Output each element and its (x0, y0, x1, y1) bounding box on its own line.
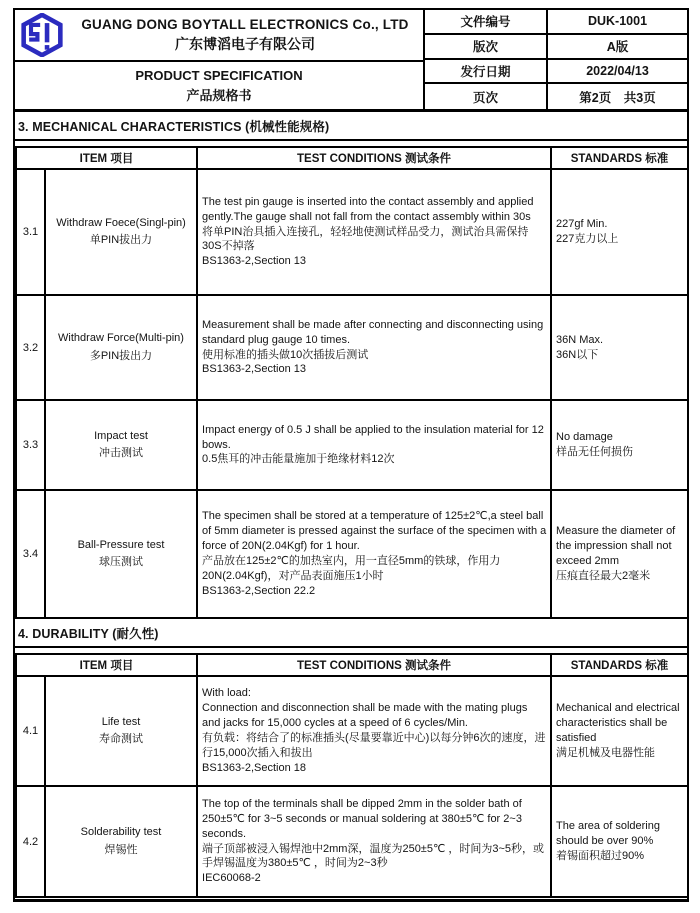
text-line: The area of soldering should be over 90% (556, 820, 660, 848)
meta-value-doc-number: DUK-1001 (548, 10, 687, 35)
col-header-standards: STANDARDS 标准 (551, 654, 688, 676)
document-title-en: PRODUCT SPECIFICATION (135, 68, 303, 83)
table-row (16, 490, 688, 618)
text-line: BS1363-2,Section 13 (202, 363, 306, 376)
text-line: The test pin gauge is inserted into the contact assembly and applied gently.The gauge shall not fall from the contact assembly within 30s (202, 195, 534, 223)
test-conditions-cell (197, 295, 551, 400)
standards-cell (551, 295, 688, 400)
meta-label-issue-date: 发行日期 (425, 60, 548, 85)
test-conditions-cell (197, 676, 551, 786)
item-cell (45, 490, 197, 618)
text-line: 227克力以上 (556, 233, 619, 245)
table-row (16, 786, 688, 897)
text-line: Mechanical and electrical characteristics shall be satisfied (556, 702, 680, 744)
meta-value-issue-date: 2022/04/13 (548, 60, 687, 85)
text-line: The top of the terminals shall be dipped 2mm in the solder bath of 250±5℃ for 3~5 seconds or manual soldering at 380±5℃ for 2~3 seconds. (202, 797, 522, 840)
company-logo-icon (19, 13, 65, 57)
table-row (16, 169, 688, 295)
test-conditions-cell (197, 490, 551, 618)
column-header-row (16, 654, 688, 676)
text-line: 36N以下 (556, 348, 599, 361)
row-number: 4.1 (16, 676, 45, 786)
table-row (16, 400, 688, 490)
meta-label-page: 页次 (425, 84, 548, 109)
col-header-item: ITEM 项目 (16, 654, 197, 676)
text-line: 端子顶部被浸入锡焊池中2mm深，温度为250±5℃ ，时间为3~5秒，或手焊锡温度为380±5℃ ，时间为2~3秒 (202, 842, 545, 870)
text-line: Measurement shall be made after connecting and disconnecting using standard plug gauge 10 times. (202, 318, 544, 346)
meta-label-doc-number: 文件编号 (425, 10, 548, 35)
test-conditions-cell (197, 169, 551, 295)
standards-cell (551, 786, 688, 897)
item-name-en: Withdraw Foece(Singl-pin) (56, 216, 186, 229)
document-header (15, 10, 687, 112)
item-name-cn: 多PIN拔出力 (89, 349, 153, 362)
row-number: 3.3 (16, 400, 45, 490)
text-line: 使用标准的插头做10次插拔后测试 (202, 348, 369, 361)
row-number: 3.1 (16, 169, 45, 295)
standards-cell (551, 400, 688, 490)
durability-table (15, 653, 689, 898)
company-name-en: GUANG DONG BOYTALL ELECTRONICS Co., LTD (81, 17, 409, 33)
document-title-block (15, 62, 423, 109)
item-name-cn: 球压测试 (99, 556, 143, 568)
item-name-cn: 寿命测试 (99, 733, 143, 745)
section-title-mechanical: 3. MECHANICAL CHARACTERISTICS (机械性能规格) (15, 112, 687, 141)
text-line: BS1363-2,Section 18 (202, 761, 306, 774)
text-line: Connection and disconnection shall be made with the mating plugs and jacks for 15,000 cycles at a speed of 6 cycles/Min. (202, 702, 528, 730)
meta-label-revision: 版次 (425, 35, 548, 60)
item-name-en: Impact test (94, 429, 148, 442)
section-title-durability: 4. DURABILITY (耐久性) (15, 619, 687, 648)
text-line: 满足机械及电器性能 (556, 746, 656, 759)
text-line: BS1363-2,Section 22.2 (202, 584, 316, 597)
product-specification-document (13, 8, 689, 902)
text-line: 将单PIN治具插入连接孔，轻轻地使测试样品受力，测试治具需保持30S不掉落 (202, 225, 529, 253)
row-number: 3.2 (16, 295, 45, 400)
table-row (16, 295, 688, 400)
col-header-standards: STANDARDS 标准 (551, 147, 688, 169)
text-line: 样品无任何损伤 (556, 446, 634, 458)
item-cell (45, 295, 197, 400)
text-line: No damage (556, 431, 613, 444)
test-conditions-cell (197, 786, 551, 897)
standards-cell (551, 169, 688, 295)
item-name-en: Withdraw Force(Multi-pin) (58, 332, 184, 345)
item-cell (45, 400, 197, 490)
text-line: 产品放在125±2℃的加热室内，用一直径5mm的铁球，作用力20N(2.04Kgf)，对产品表面施压1小时 (202, 555, 501, 582)
document-title-cn: 产品规格书 (186, 87, 252, 103)
row-number: 4.2 (16, 786, 45, 897)
text-line: Impact energy of 0.5 J shall be applied to the insulation material for 12 bows. (202, 423, 544, 451)
text-line: 压痕直径最大2毫米 (556, 569, 651, 582)
header-left-block (15, 10, 425, 109)
item-name-cn: 冲击测试 (99, 447, 143, 459)
text-line: 36N Max. (556, 333, 604, 346)
item-name-cn: 单PIN拔出力 (89, 234, 153, 246)
item-cell (45, 676, 197, 786)
text-line: BS1363-2,Section 13 (202, 255, 306, 268)
company-names (71, 16, 419, 53)
meta-value-revision: A版 (548, 35, 687, 60)
col-header-conditions: TEST CONDITIONS 测试条件 (197, 147, 551, 169)
text-line: 有负载：将结合了的标准插头(尽量要靠近中心)以每分钟6次的速度，进行15,000次插入和拔出 (202, 732, 546, 759)
item-name-en: Solderability test (80, 826, 162, 839)
text-line: With load: (202, 687, 251, 700)
standards-cell (551, 490, 688, 618)
text-line: 着锡面积超过90% (556, 849, 645, 862)
item-name-en: Ball-Pressure test (77, 538, 165, 551)
meta-value-page: 第2页 共3页 (579, 90, 656, 105)
text-line: IEC60068-2 (202, 872, 261, 885)
header-meta-table (425, 10, 687, 109)
row-number: 3.4 (16, 490, 45, 618)
text-line: The specimen shall be stored at a temperature of 125±2℃,a steel ball of 5mm diameter is pressed against the surface of the specimen with a force of 20N(2.04Kgf) for 1 hour. (202, 510, 547, 553)
text-line: Measure the diameter of the impression shall not exceed 2mm (556, 525, 676, 567)
col-header-item: ITEM 项目 (16, 147, 197, 169)
text-line: 227gf Min. (556, 218, 608, 231)
col-header-conditions: TEST CONDITIONS 测试条件 (197, 654, 551, 676)
mechanical-characteristics-table (15, 146, 689, 619)
standards-cell (551, 676, 688, 786)
table-row (16, 676, 688, 786)
column-header-row (16, 147, 688, 169)
company-name-cn: 广东博滔电子有限公司 (175, 35, 315, 52)
company-row (15, 10, 423, 62)
item-cell (45, 169, 197, 295)
text-line: 0.5焦耳的冲击能量施加于绝缘材料12次 (202, 453, 395, 466)
test-conditions-cell (197, 400, 551, 490)
item-name-en: Life test (101, 715, 141, 728)
item-name-cn: 焊锡性 (104, 843, 138, 856)
item-cell (45, 786, 197, 897)
